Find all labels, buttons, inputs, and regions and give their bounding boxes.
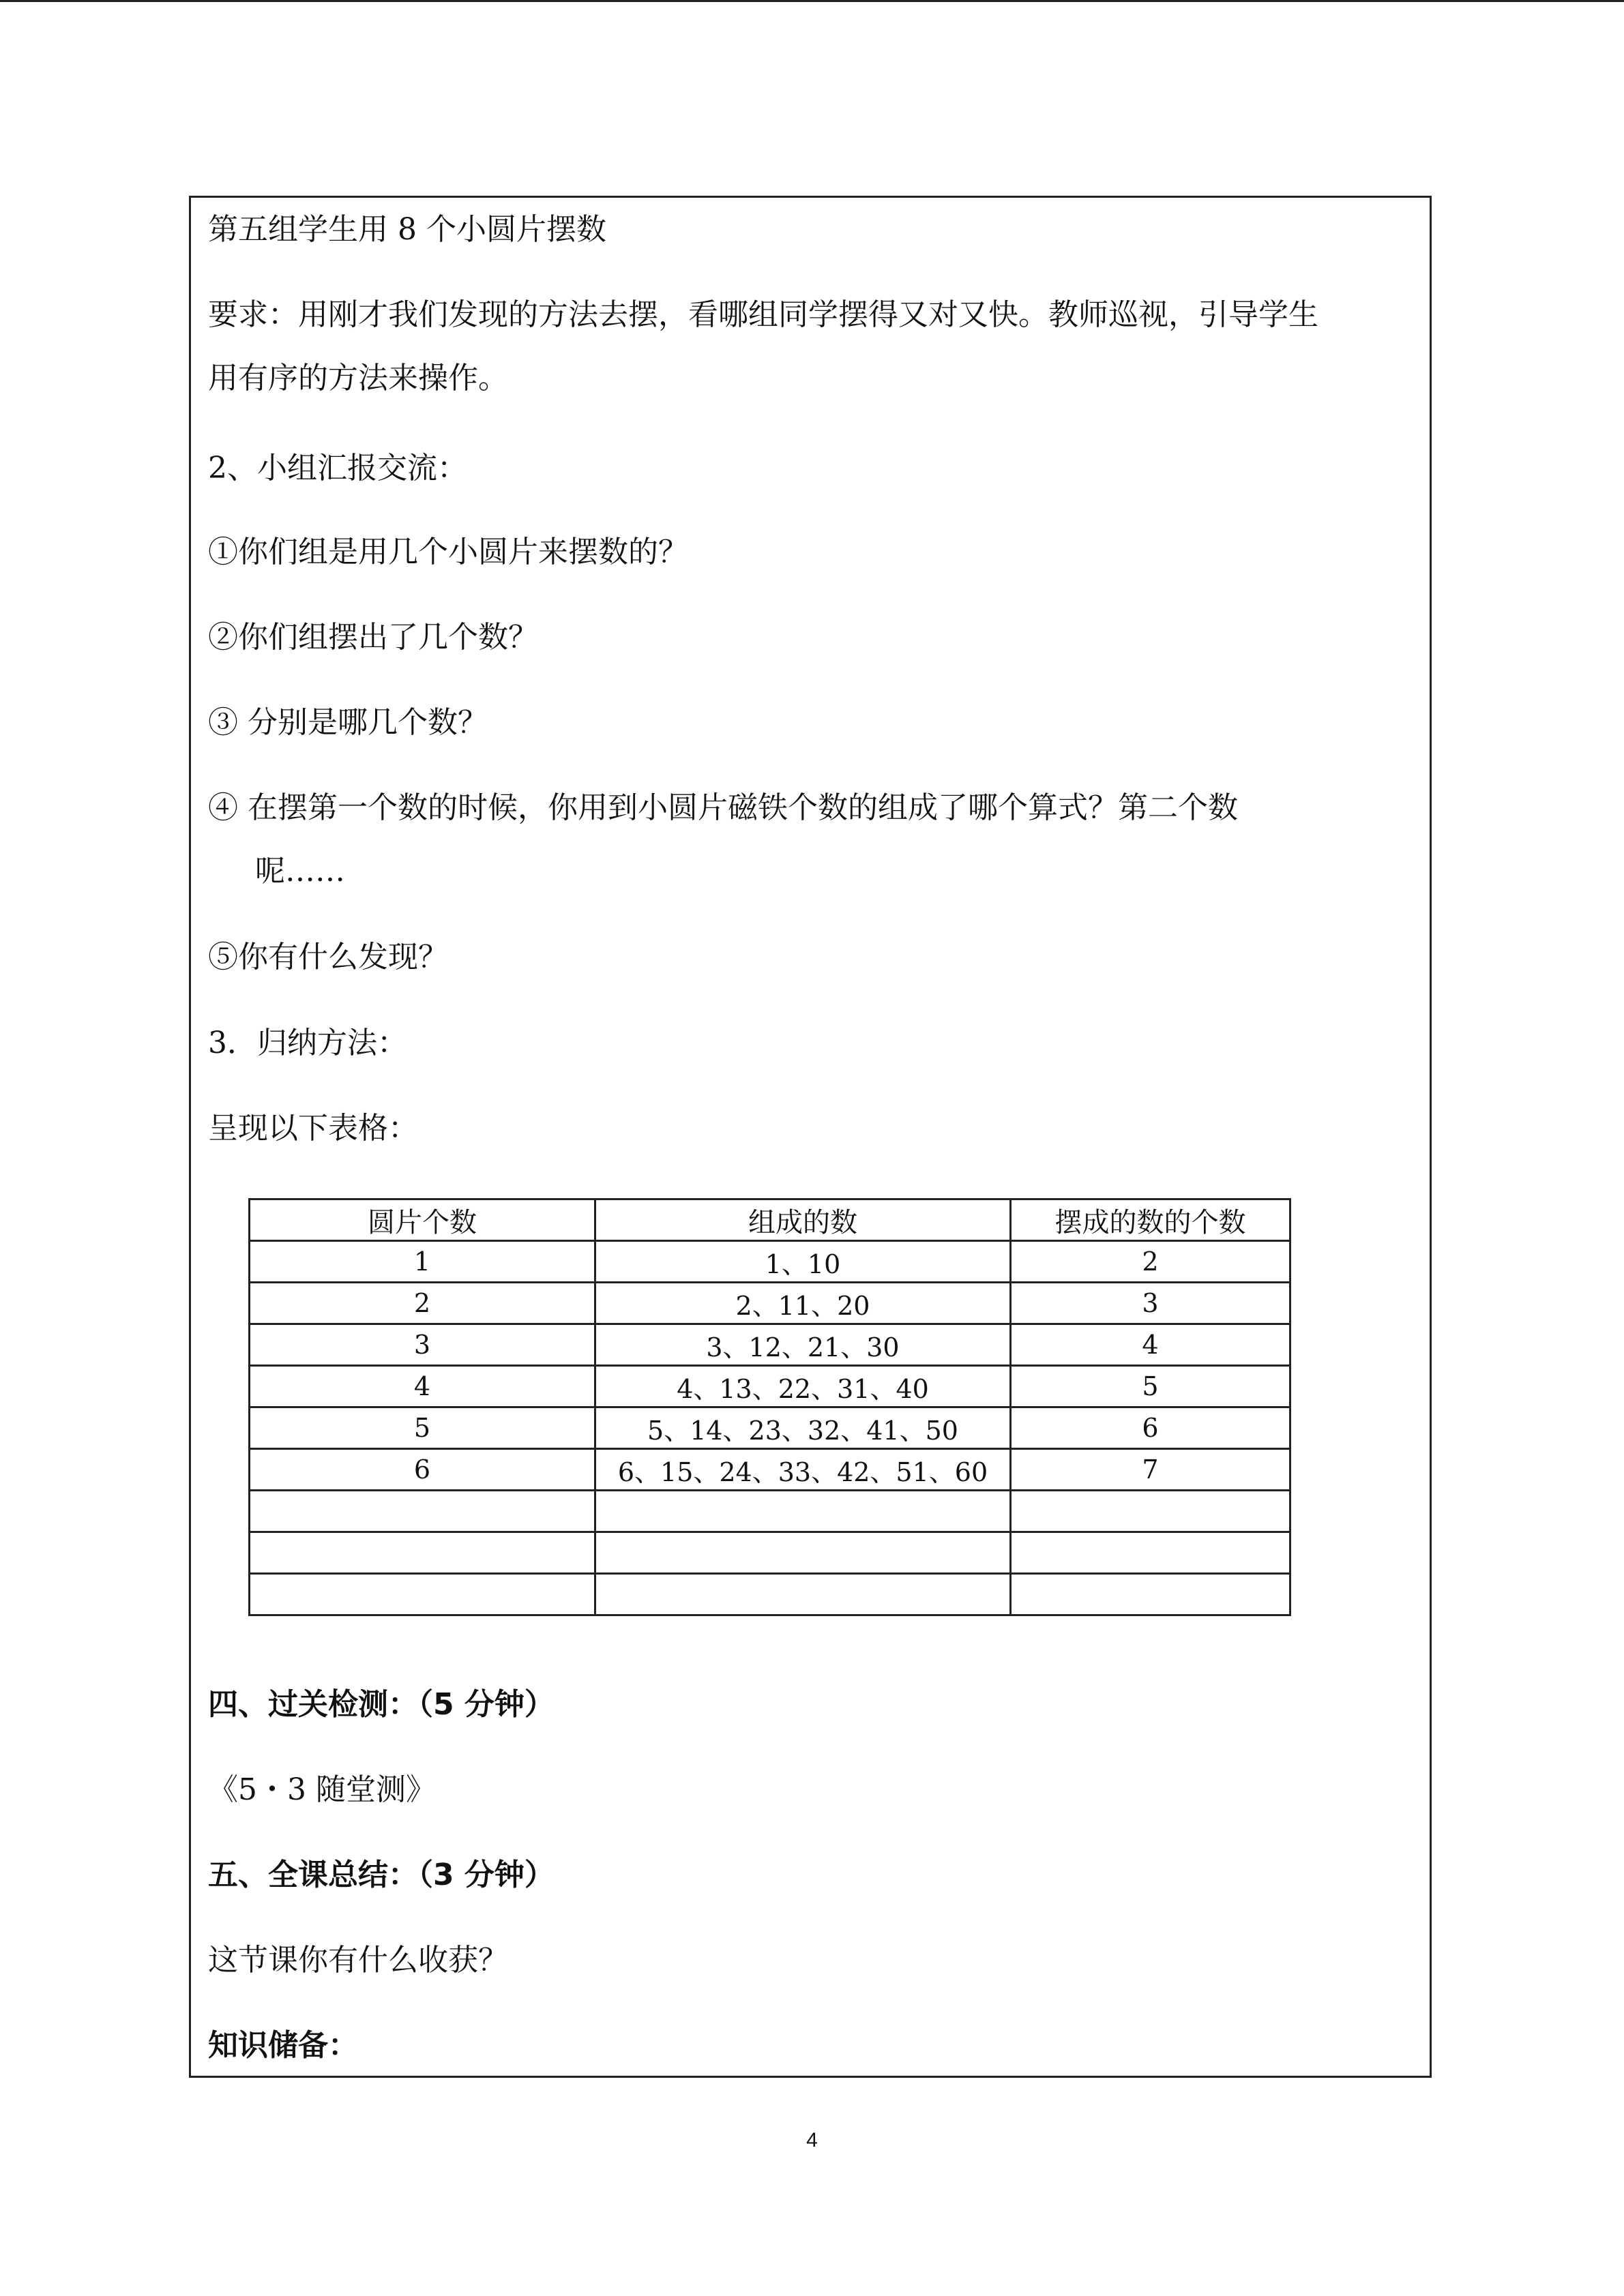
table-cell bbox=[595, 1532, 1011, 1574]
section4-title: 四、过关检测：（5 分钟） bbox=[208, 1687, 555, 1722]
table-row bbox=[250, 1449, 1290, 1491]
table-cell: 1、10 bbox=[595, 1241, 1011, 1283]
table-cell: 7 bbox=[1011, 1449, 1290, 1491]
knowledge-title: 知识储备： bbox=[208, 2028, 358, 2063]
question-5: ⑤你有什么发现？ bbox=[208, 940, 448, 974]
summary-question: 这节课你有什么收获？ bbox=[208, 1943, 508, 1978]
table-cell bbox=[595, 1574, 1011, 1615]
section5-title: 五、全课总结：（3 分钟） bbox=[208, 1858, 555, 1892]
section2-title: 2、小组汇报交流： bbox=[208, 451, 467, 486]
table-cell bbox=[1011, 1532, 1290, 1574]
table-cell: 3 bbox=[250, 1324, 595, 1366]
table-cell: 5、14、23、32、41、50 bbox=[595, 1407, 1011, 1449]
question-2: ②你们组摆出了几个数？ bbox=[208, 620, 538, 655]
requirement-line-2: 用有序的方法来操作。 bbox=[208, 361, 508, 396]
table-cell: 6、15、24、33、42、51、60 bbox=[595, 1449, 1011, 1491]
question-1: ①你们组是用几个小圆片来摆数的？ bbox=[208, 535, 688, 569]
question-4-line-1: ④ 在摆第一个数的时候，你用到小圆片磁铁个数的组成了哪个算式？第二个数 bbox=[208, 790, 1238, 825]
table-row bbox=[250, 1407, 1290, 1449]
test-book-text: 《5・3 随堂测》 bbox=[208, 1772, 436, 1807]
table-cell: 4、13、22、31、40 bbox=[595, 1366, 1011, 1407]
table-cell bbox=[250, 1532, 595, 1574]
table-row-empty bbox=[250, 1532, 1290, 1574]
table-row bbox=[250, 1283, 1290, 1324]
table-row bbox=[250, 1366, 1290, 1407]
table-cell: 3 bbox=[1011, 1283, 1290, 1324]
top-rule bbox=[0, 0, 1624, 2]
table-cell bbox=[595, 1491, 1011, 1532]
table-cell: 3、12、21、30 bbox=[595, 1324, 1011, 1366]
table-cell bbox=[1011, 1574, 1290, 1615]
table-row-empty bbox=[250, 1574, 1290, 1615]
table-cell bbox=[250, 1491, 595, 1532]
page-number: 4 bbox=[806, 2129, 818, 2151]
table-header-row bbox=[250, 1199, 1290, 1241]
question-3: ③ 分别是哪几个数？ bbox=[208, 705, 488, 740]
table-row-empty bbox=[250, 1491, 1290, 1532]
table-cell bbox=[250, 1574, 595, 1615]
table-cell: 5 bbox=[250, 1407, 595, 1449]
table-cell: 4 bbox=[250, 1366, 595, 1407]
section3-title: 3．归纳方法： bbox=[208, 1026, 407, 1060]
table-cell: 2 bbox=[1011, 1241, 1290, 1283]
table-cell: 6 bbox=[1011, 1407, 1290, 1449]
table-cell bbox=[1011, 1491, 1290, 1532]
table-row bbox=[250, 1324, 1290, 1366]
requirement-line-1: 要求：用刚才我们发现的方法去摆，看哪组同学摆得又对又快。教师巡视，引导学生 bbox=[208, 297, 1318, 332]
table-cell: 2、11、20 bbox=[595, 1283, 1011, 1324]
header-pieces-count: 圆片个数 bbox=[250, 1199, 595, 1241]
group5-text: 第五组学生用 8 个小圆片摆数 bbox=[208, 212, 606, 247]
table-cell: 2 bbox=[250, 1283, 595, 1324]
table-row bbox=[250, 1241, 1290, 1283]
table-cell: 4 bbox=[1011, 1324, 1290, 1366]
header-numbers-formed: 组成的数 bbox=[595, 1199, 1011, 1241]
method-table bbox=[248, 1198, 1291, 1616]
table-cell: 6 bbox=[250, 1449, 595, 1491]
present-table-text: 呈现以下表格： bbox=[208, 1111, 418, 1146]
table-cell: 5 bbox=[1011, 1366, 1290, 1407]
header-count-of-numbers: 摆成的数的个数 bbox=[1011, 1199, 1290, 1241]
table-cell: 1 bbox=[250, 1241, 595, 1283]
question-4-line-2: 呢…… bbox=[255, 854, 345, 889]
